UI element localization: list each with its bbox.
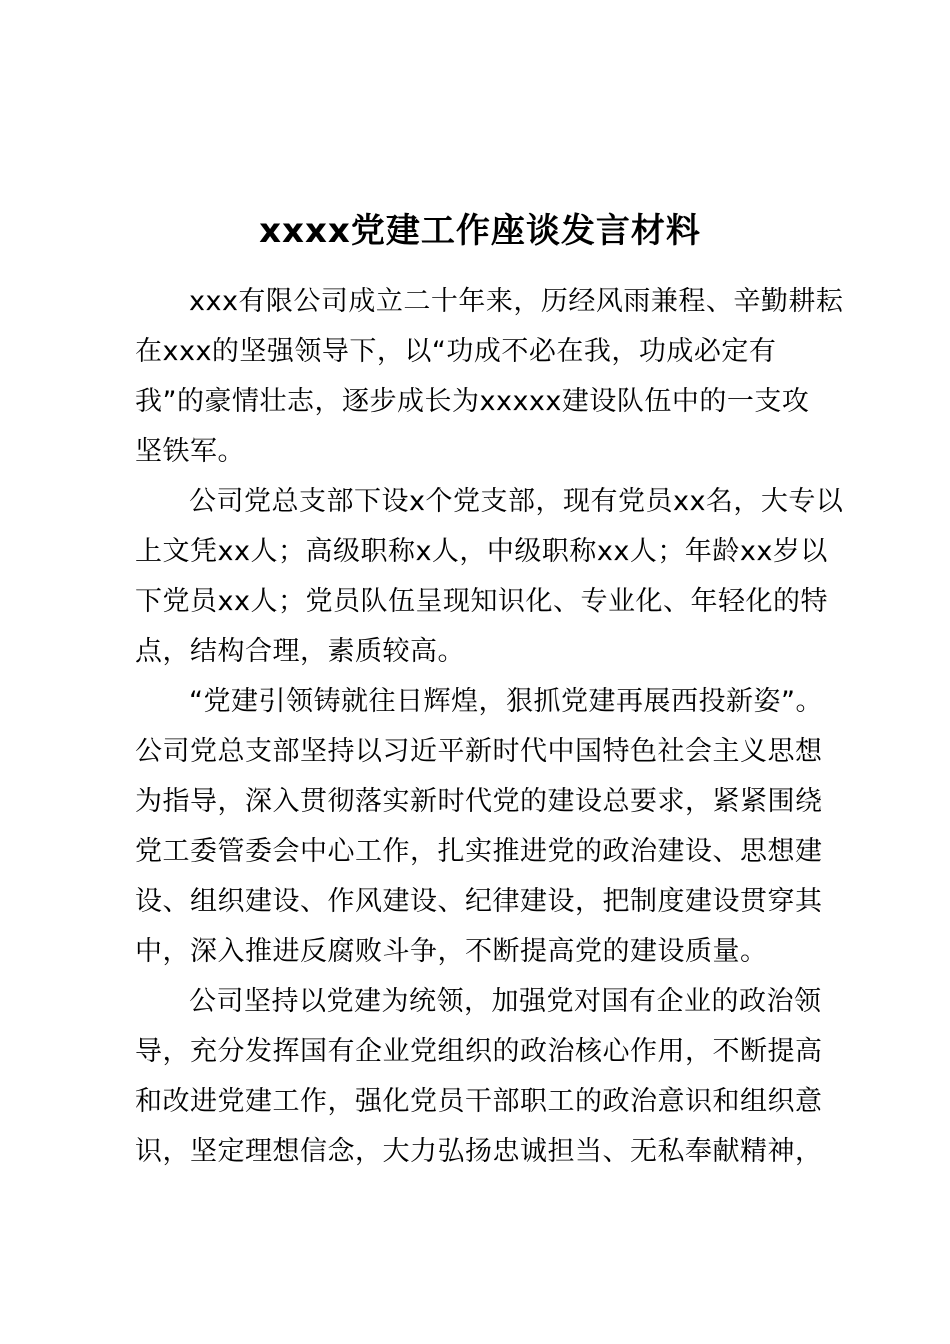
text-line: 和改进党建工作，强化党员干部职工的政治意识和组织意	[135, 1086, 823, 1117]
text-line: “党建引领铸就往日辉煌，狠抓党建再展西投新姿”。	[189, 686, 823, 717]
text-line: 坚铁军。	[135, 436, 245, 467]
paragraph-4	[135, 977, 855, 1177]
document-body	[135, 277, 855, 1177]
paragraph-2	[135, 477, 855, 677]
text-line: 公司党总支部下设x个党支部，现有党员xx名，大专以	[189, 486, 844, 517]
text-line: 上文凭xx人；高级职称x人，中级职称xx人；年龄xx岁以	[135, 536, 828, 567]
text-line: 为指导，深入贯彻落实新时代党的建设总要求，紧紧围绕	[135, 786, 823, 817]
text-line: 公司党总支部坚持以习近平新时代中国特色社会主义思想	[135, 736, 823, 767]
text-line: 下党员xx人；党员队伍呈现知识化、专业化、年轻化的特	[135, 586, 828, 617]
document-title: xxxx党建工作座谈发言材料	[259, 211, 701, 251]
text-line: 党工委管委会中心工作，扎实推进党的政治建设、思想建	[135, 836, 823, 867]
text-line: 公司坚持以党建为统领，加强党对国有企业的政治领	[189, 986, 822, 1017]
text-line: xxx有限公司成立二十年来，历经风雨兼程、辛勤耕耘	[189, 286, 844, 317]
text-line: 导，充分发挥国有企业党组织的政治核心作用，不断提高	[135, 1036, 823, 1067]
text-line: 点，结构合理，素质较高。	[135, 636, 465, 667]
paragraph-3	[135, 677, 855, 977]
text-line: 在xxx的坚强领导下，以“功成不必在我，功成必定有	[135, 336, 777, 367]
text-line: 中，深入推进反腐败斗争，不断提高党的建设质量。	[135, 936, 768, 967]
paragraph-1	[135, 277, 855, 477]
text-line: 识，坚定理想信念，大力弘扬忠诚担当、无私奉献精神，	[135, 1136, 823, 1167]
text-line: 我”的豪情壮志，逐步成长为xxxxx建设队伍中的一支攻	[135, 386, 810, 417]
text-line: 设、组织建设、作风建设、纪律建设，把制度建设贯穿其	[135, 886, 823, 917]
